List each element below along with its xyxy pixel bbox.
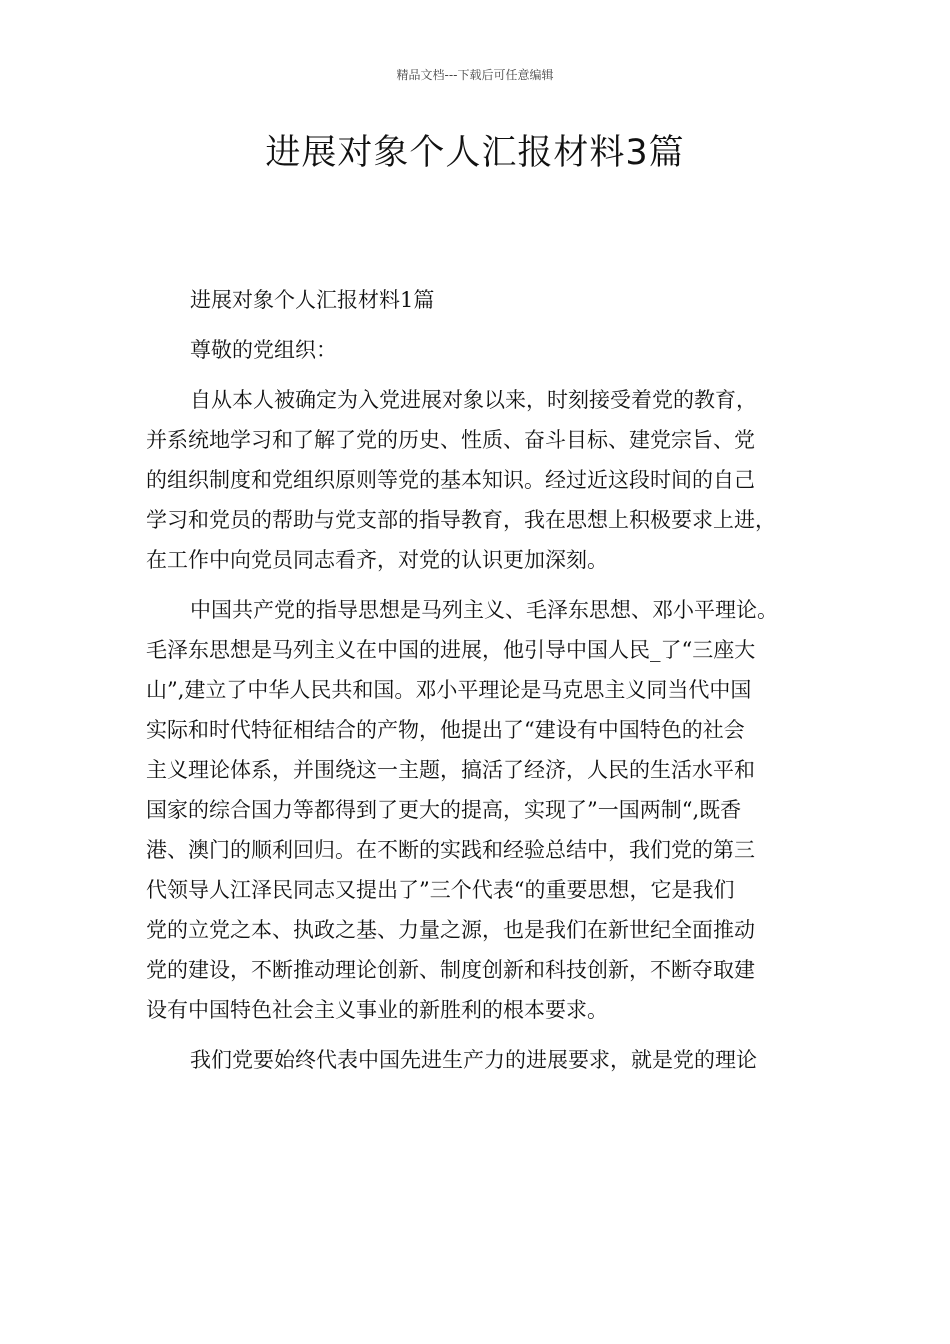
document-subtitle: 进展对象个人汇报材料1篇 [190,288,435,312]
paragraph-line: 港、澳门的顺利回归。在不断的实践和经验总结中，我们党的第三 [146,838,755,862]
paragraph-line: 实际和时代特征相结合的产物，他提出了“建设有中国特色的社会 [146,718,745,742]
salutation: 尊敬的党组织： [190,338,337,362]
header-note: 精品文档---下载后可任意编辑 [396,68,554,82]
paragraph-line: 党的立党之本、执政之基、力量之源，也是我们在新世纪全面推动 [146,918,755,942]
paragraph-line: 的组织制度和党组织原则等党的基本知识。经过近这段时间的自己 [146,468,755,492]
paragraph-line: 山”,建立了中华人民共和国。邓小平理论是马克思主义同当代中国 [146,678,752,702]
paragraph-line: 自从本人被确定为入党进展对象以来，时刻接受着党的教育， [190,388,757,412]
paragraph-line: 我们党要始终代表中国先进生产力的进展要求，就是党的理论 [190,1048,757,1072]
paragraph-line: 国家的综合国力等都得到了更大的提高，实现了”一国两制“,既香 [146,798,742,822]
document-body [146,280,806,1090]
paragraph-line: 学习和党员的帮助与党支部的指导教育，我在思想上积极要求上进， [146,508,776,532]
paragraph-line: 主义理论体系，并围绕这一主题，搞活了经济，人民的生活水平和 [146,758,755,782]
paragraph-line: 毛泽东思想是马列主义在中国的进展，他引导中国人民_了“三座大 [146,638,756,662]
paragraph-line: 设有中国特色社会主义事业的新胜利的根本要求。 [146,998,608,1022]
paragraph-line: 并系统地学习和了解了党的历史、性质、奋斗目标、建党宗旨、党 [146,428,755,452]
paragraph-line: 在工作中向党员同志看齐，对党的认识更加深刻。 [146,548,608,572]
paragraph-line: 党的建设，不断推动理论创新、制度创新和科技创新，不断夺取建 [146,958,755,982]
paragraph-line: 中国共产党的指导思想是马列主义、毛泽东思想、邓小平理论。 [190,598,778,622]
paragraph-3 [146,1040,806,1080]
document-title: 进展对象个人汇报材料3篇 [265,133,685,173]
paragraph-1 [146,380,806,580]
paragraph-2 [146,590,806,1030]
paragraph-line: 代领导人江泽民同志又提出了”三个代表“的重要思想，它是我们 [146,878,735,902]
